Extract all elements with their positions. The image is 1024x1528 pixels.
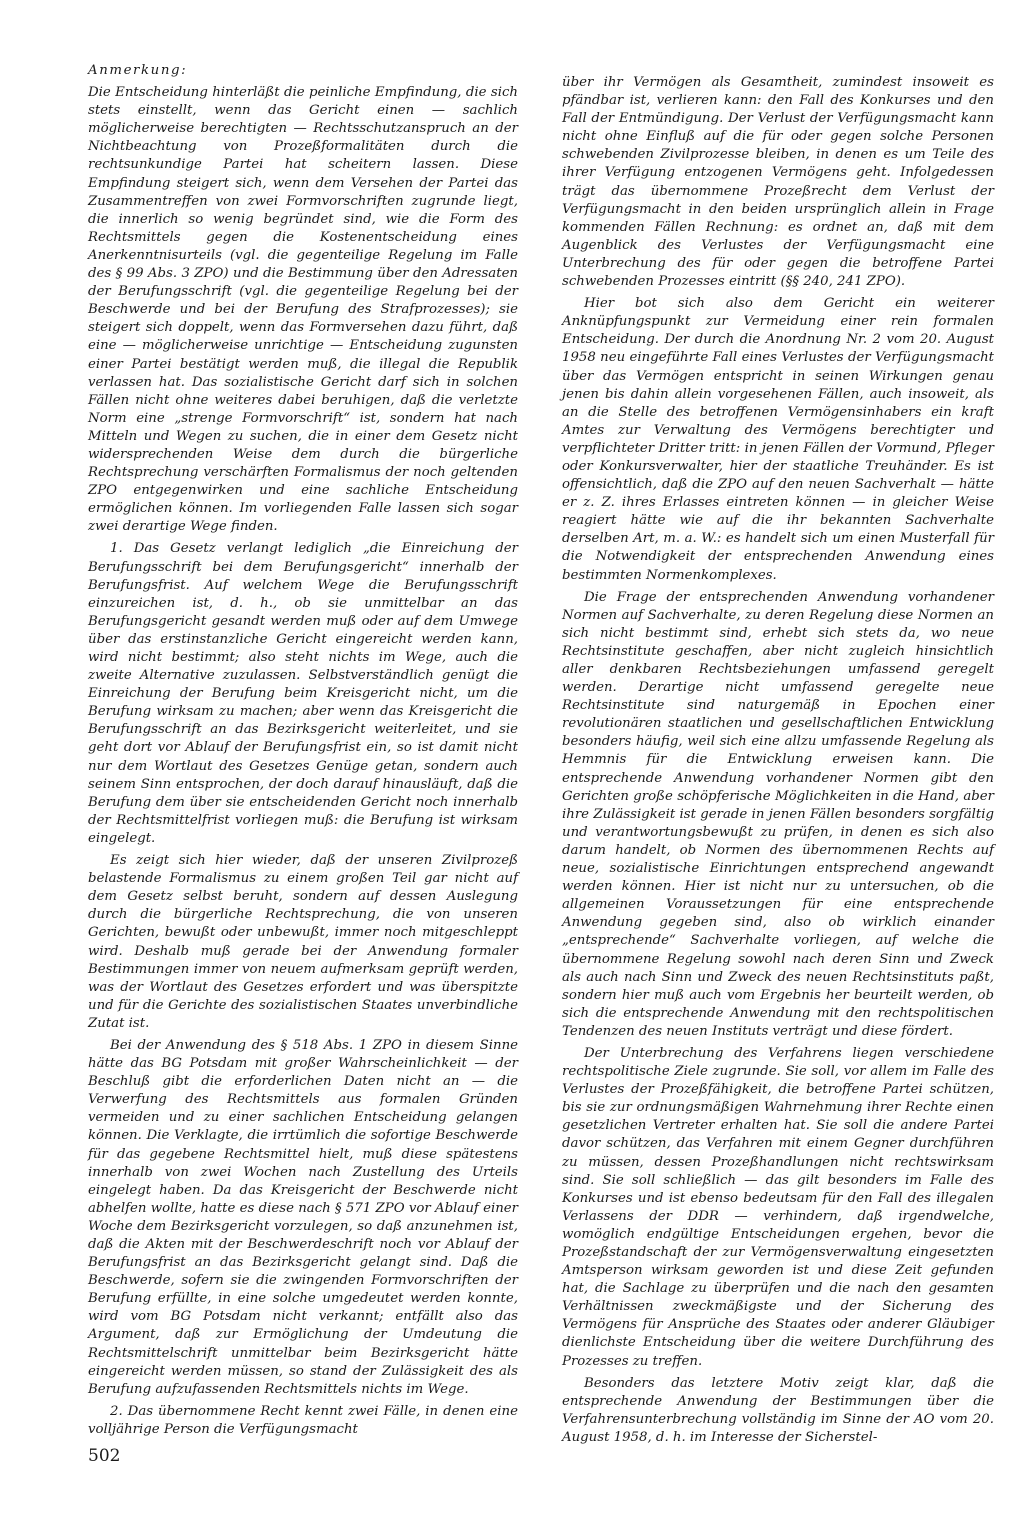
page-number: 502: [88, 1446, 121, 1466]
paragraph: Die Frage der entsprechenden Anwendung vorhandener Normen auf Sachverhalte, zu deren Regelung diese Normen an sich nicht bestimmt sind, erhebt sich stets da, wo neue Rechtsinstitute geschaffen, aber nicht zugleich hinsichtlich aller denkbaren Rechtsbeziehungen umfassend geregelt werden. Derartige nicht umfassend geregelte neue Rechtsinstitute sind naturgemäß in Epochen einer revolutionären staatlichen und gesellschaftlichen Entwicklung besonders häufig, weil sich eine allzu umfassende Regelung als Hemmnis für die Entwicklung erweisen kann. Die entsprechende Anwendung vorhandener Normen gibt den Gerichten große schöpferische Möglichkeiten in die Hand, aber ihre Zulässigkeit ist gerade in jenen Fällen besonders sorgfältig und verantwortungsbewußt zu prüfen, in denen es sich also darum handelt, ob Normen des übernommenen Rechts auf neue, sozialistische Einrichtungen entsprechend angewandt werden können. Hier ist nicht nur zu untersuchen, ob die allgemeinen Voraussetzungen für eine entsprechende Anwendung gegeben sind, also ob wirklich einander „entsprechende“ Sachverhalte vorliegen, auf welche die übernommene Regelung sowohl nach deren Sinn und Zweck als auch nach Sinn und Zweck des neuen Rechtsinstituts paßt, sondern hier muß auch vom Ergebnis her beurteilt werden, ob sich die entsprechende Anwendung mit den rechtspolitischen Tendenzen des neuen Instituts verträgt und diese fördert.: [562, 589, 994, 1039]
paragraph: Hier bot sich also dem Gericht ein weiterer Anknüpfungspunkt zur Vermeidung einer rein formalen Entscheidung. Der durch die Anordnung Nr. 2 vom 20. August 1958 neu eingeführte Fall eines Verlustes der Verfügungsmacht über das Vermögen entspricht in seinen Wirkungen genau jenen bis dahin allein vorgesehenen Fällen, auch insoweit, als an die Stelle des betroffenen Vermögensinhabers ein kraft Amtes zur Verwaltung des Vermögens berechtigter und verpflichteter Dritter tritt: in jenen Fällen der Vormund, Pfleger oder Konkursverwalter, hier der staatliche Treuhänder. Es ist offensichtlich, daß die ZPO auf den neuen Sachverhalt — hätte er z. Z. ihres Erlasses eintreten können — in gleicher Weise reagiert hätte wie auf die ihr bekannten Sachverhalte derselben Art, m. a. W.: es handelt sich um einen Musterfall für die Notwendigkeit der entsprechenden Anwendung eines bestimmten Normenkomplexes.: [562, 296, 994, 583]
right-column: [562, 74, 994, 1451]
paragraph: Besonders das letztere Motiv zeigt klar, daß die entsprechende Anwendung der Bestimmungen über die Verfahrensunterbrechung vollständig im Sinne der AO vom 20. August 1958, d. h. im Interesse der Sicherstel-: [562, 1375, 994, 1445]
paragraph: Der Unterbrechung des Verfahrens liegen verschiedene rechtspolitische Ziele zugrunde. Sie soll, vor allem im Falle des Verlustes der Prozeßfähigkeit, die betroffene Partei schützen, bis sie zur ordnungsmäßigen Wahrnehmung ihrer Rechte einen gesetzlichen Vertreter erhalten hat. Sie soll die andere Partei davor schützen, das Verfahren mit einem Gegner durchführen zu müssen, dessen Prozeßhandlungen nicht rechtswirksam sind. Sie soll schließlich — das gilt besonders im Falle des Konkurses und ist ebenso bedeutsam für den Fall des illegalen Verlassens der DDR — verhindern, daß irgendwelche, womöglich endgültige Entscheidungen ergehen, bevor die Prozeßstandschaft der zur Vermögensverwaltung eingesetzten Amtsperson wirksam geworden ist und diese Zeit gefunden hat, die Sachlage zu überprüfen und die nach den gesamten Verhältnissen zweckmäßigste und der Sicherung des Vermögens für Ansprüche des Staates oder anderer Gläubiger dienlichste Entscheidung über die weitere Durchführung des Prozesses zu treffen.: [562, 1045, 994, 1369]
paragraph: 1. Das Gesetz verlangt lediglich „die Einreichung der Berufungsschrift bei dem Berufungsgericht“ innerhalb der Berufungsfrist. Auf welchem Wege die Berufungsschrift einzureichen ist, d. h., ob sie unmittelbar an das Berufungsgericht gesandt werden muß oder auf dem Umwege über das erstinstanzliche Gericht eingereicht werden kann, wird nicht bestimmt; also steht nichts im Wege, auch die zweite Alternative zuzulassen. Selbstverständlich genügt die Einreichung der Berufung beim Kreisgericht nicht, um die Berufung wirksam zu machen; aber wenn das Kreisgericht die Berufungsschrift an das Bezirksgericht weiterleitet, und sie geht dort vor Ablauf der Berufungsfrist ein, so ist damit nicht nur dem Wortlaut des Gesetzes Genüge getan, sondern auch seinem Sinn entsprochen, der doch darauf hinausläuft, daß die Berufung dem über sie entscheidenden Gericht noch innerhalb der Rechtsmittelfrist vorliegen muß: die Berufung ist wirksam eingelegt.: [88, 541, 518, 846]
paragraph: Bei der Anwendung des § 518 Abs. 1 ZPO in diesem Sinne hätte das BG Potsdam mit großer Wahrscheinlichkeit — der Beschluß gibt die erforderlichen Daten nicht an — die Verwerfung des Rechtsmittels aus formalen Gründen vermeiden und zu einer sachlichen Entscheidung gelangen können. Die Verklagte, die irrtümlich die sofortige Beschwerde für das gegebene Rechtsmittel hielt, muß diese spätestens innerhalb von zwei Wochen nach Zustellung des Urteils eingelegt haben. Da das Kreisgericht der Beschwerde nicht abhelfen wollte, hatte es diese nach § 571 ZPO vor Ablauf einer Woche dem Bezirksgericht vorzulegen, so daß anzunehmen ist, daß die Akten mit der Beschwerdeschrift noch vor Ablauf der Berufungsfrist an das Bezirksgericht gelangt sind. Daß die Beschwerde, sofern sie die zwingenden Formvorschriften der Berufung erfüllte, in eine solche umgedeutet werden konnte, wird vom BG Potsdam nicht verkannt; entfällt also das Argument, daß zur Ermöglichung der Umdeutung die Rechtsmittelschrift unmittelbar beim Bezirksgericht hätte eingereicht werden müssen, so stand der Zulässigkeit des als Berufung aufzufassenden Rechtsmittels nichts im Wege.: [88, 1037, 518, 1397]
paragraph: Es zeigt sich hier wieder, daß der unseren Zivilprozeß belastende Formalismus zu einem großen Teil gar nicht auf dem Gesetz selbst beruht, sondern auf dessen Auslegung durch die bürgerliche Rechtsprechung, die von unseren Gerichten, bewußt oder unbewußt, immer noch mitgeschleppt wird. Deshalb muß gerade bei der Anwendung formaler Bestimmungen immer von neuem aufmerksam geprüft werden, was der Wortlaut des Gesetzes erfordert und was überspitzte und für die Gerichte des sozialistischen Staates unverbindliche Zutat ist.: [88, 853, 518, 1031]
paragraph: Die Entscheidung hinterläßt die peinliche Empfindung, die sich stets einstellt, wenn das Gericht einen — sachlich möglicherweise berechtigten — Rechtsschutzanspruch an der Nichtbeachtung von Prozeßformalitäten durch die rechtsunkundige Partei hat scheitern lassen. Diese Empfindung steigert sich, wenn dem Versehen der Partei das Zusammentreffen von zwei Formvorschriften zugrunde liegt, die innerlich so wenig begründet sind, wie die Form des Rechtsmittels gegen die Kostenentscheidung eines Anerkenntnisurteils (vgl. die gegenteilige Regelung im Falle des § 99 Abs. 3 ZPO) und die Bestimmung über den Adressaten der Berufungsschrift (vgl. die gegenteilige Regelung bei der Beschwerde und bei der Berufung des Strafprozesses); sie steigert sich doppelt, wenn das Formversehen dazu führt, daß eine — möglicherweise unrichtige — Entscheidung zugunsten einer Partei bestätigt werden muß, die illegal die Republik verlassen hat. Das sozialistische Gericht darf sich in solchen Fällen nicht ohne weiteres dabei beruhigen, daß die verletzte Norm eine „strenge Formvorschrift“ ist, sondern hat nach Mitteln und Wegen zu suchen, die in einer dem Gesetz nicht widersprechenden Weise dem durch die bürgerliche Rechtsprechung verschärften Formalismus der noch geltenden ZPO entgegenwirken und eine sachliche Entscheidung ermöglichen können. Im vorliegenden Falle lassen sich sogar zwei derartige Wege finden.: [88, 85, 518, 535]
paragraph: 2. Das übernommene Recht kennt zwei Fälle, in denen eine volljährige Person die Verfügungsmacht: [88, 1403, 518, 1437]
annotation-heading: Anmerkung:: [88, 63, 188, 78]
left-column: [88, 62, 518, 1443]
paragraph-continued: über ihr Vermögen als Gesamtheit, zumindest insoweit es pfändbar ist, verlieren kann: den Fall des Konkurses und den Fall der Entmündigung. Der Verlust der Verfügungsmacht kann nicht ohne Einfluß auf die für oder gegen solche Personen schwebenden Zivilprozesse bleiben, in denen es um Teile des ihrer Verfügung entzogenen Vermögens geht. Infolgedessen trägt das übernommene Prozeßrecht dem Verlust der Verfügungsmacht in den beiden ursprünglich allein in Frage kommenden Fällen Rechnung: es ordnet an, daß mit dem Augenblick des Verlustes der Verfügungsmacht eine Unterbrechung des für oder gegen die betroffene Partei schwebenden Prozesses eintritt (§§ 240, 241 ZPO).: [562, 75, 994, 290]
